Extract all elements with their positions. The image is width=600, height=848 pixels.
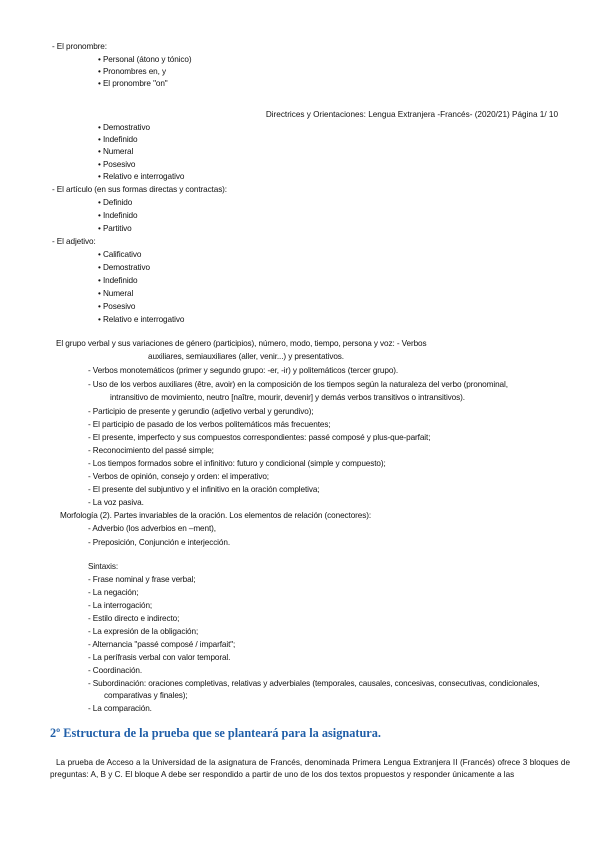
list-item: - Verbos de opinión, consejo y orden: el imperativo; [88, 472, 269, 481]
list-item: • Demostrativo [98, 123, 150, 132]
list-item: • Partitivo [98, 224, 132, 233]
list-item: - Uso de los verbos auxiliares (être, avoir) en la composición de los tiempos según la naturaleza del verbo (pronominal, [88, 380, 508, 389]
morphology-heading: Morfología (2). Partes invariables de la oración. Los elementos de relación (conectores): [60, 511, 372, 520]
list-item: - Verbos monotemáticos (primer y segundo grupo: -er, -ir) y politemáticos (tercer grupo). [88, 366, 399, 375]
list-item: • Numeral [98, 289, 134, 298]
section-heading: 2º Estructura de la prueba que se planteará para la asignatura. [50, 726, 381, 740]
verb-group-heading: El grupo verbal y sus variaciones de género (participios), número, modo, tiempo, persona y voz: - Verbos [56, 339, 427, 348]
list-item: - El presente del subjuntivo y el infinitivo en la oración completiva; [88, 485, 320, 494]
list-item: - Preposición, Conjunción e interjección. [88, 538, 230, 547]
list-item: • Demostrativo [98, 263, 150, 272]
list-item: • Personal (átono y tónico) [98, 55, 192, 64]
list-item: - El participio de pasado de los verbos politemáticos más frecuentes; [88, 420, 331, 429]
list-item: • Posesivo [98, 302, 136, 311]
list-item: • Definido [98, 198, 133, 207]
syntax-heading: Sintaxis: [88, 562, 119, 571]
list-item: auxiliares, semiauxiliares (aller, venir...) y presentativos. [148, 352, 344, 361]
page-header: Directrices y Orientaciones: Lengua Extranjera -Francés- (2020/21) Página 1/ 10 [265, 110, 558, 119]
list-item: - Coordinación. [88, 666, 143, 675]
list-item: - La expresión de la obligación; [88, 627, 199, 636]
list-item: • Pronombres en, y [98, 67, 166, 76]
list-item: - Estilo directo e indirecto; [88, 614, 180, 623]
list-item: • Relativo e interrogativo [98, 315, 185, 324]
list-item: • Indefinido [98, 135, 138, 144]
list-item: intransitivo de movimiento, neutro [naître, mourir, devenir] y demás verbos transitivos o intransitivos). [110, 393, 465, 402]
list-item: - Participio de presente y gerundio (adjetivo verbal y gerundivo); [88, 407, 314, 416]
list-item: - Adverbio (los adverbios en –ment), [88, 524, 216, 533]
list-item: • Numeral [98, 147, 134, 156]
list-item: • Calificativo [98, 250, 142, 259]
list-item: • Posesivo [98, 160, 136, 169]
list-item: - La comparación. [88, 704, 152, 713]
list-item: - La interrogación; [88, 601, 153, 610]
list-item: - La voz pasiva. [88, 498, 144, 507]
article-heading: - El artículo (en sus formas directas y contractas): [52, 185, 227, 194]
list-item: comparativas y finales); [104, 691, 188, 700]
list-item: • Indefinido [98, 211, 138, 220]
list-item: - Reconocimiento del passé simple; [88, 446, 214, 455]
list-item: - La negación; [88, 588, 139, 597]
body-paragraph: La prueba de Acceso a la Universidad de la asignatura de Francés, denominada Primera Lengua Extranjera II (Francés) ofrece 3 bloques de preguntas: A, B y C. El bloque A debe ser respondido a partir de uno de los dos textos propuestos y responder únicamente a las [50, 758, 570, 779]
list-item: - La perífrasis verbal con valor temporal. [88, 653, 231, 662]
list-item: - Alternancia "passé composé / imparfait"; [88, 640, 236, 649]
list-item: • El pronombre "on" [98, 79, 168, 88]
list-item: - Frase nominal y frase verbal; [88, 575, 196, 584]
list-item: - El presente, imperfecto y sus compuestos correspondientes: passé composé y plus-que-parfait; [88, 433, 431, 442]
list-item: - Subordinación: oraciones completivas, relativas y adverbiales (temporales, causales, concesivas, consecutivas, condicionales, [88, 679, 540, 688]
adjective-heading: - El adjetivo: [52, 237, 96, 246]
pronoun-heading: - El pronombre: [52, 42, 107, 51]
list-item: • Indefinido [98, 276, 138, 285]
list-item: • Relativo e interrogativo [98, 172, 185, 181]
list-item: - Los tiempos formados sobre el infinitivo: futuro y condicional (simple y compuesto); [88, 459, 386, 468]
